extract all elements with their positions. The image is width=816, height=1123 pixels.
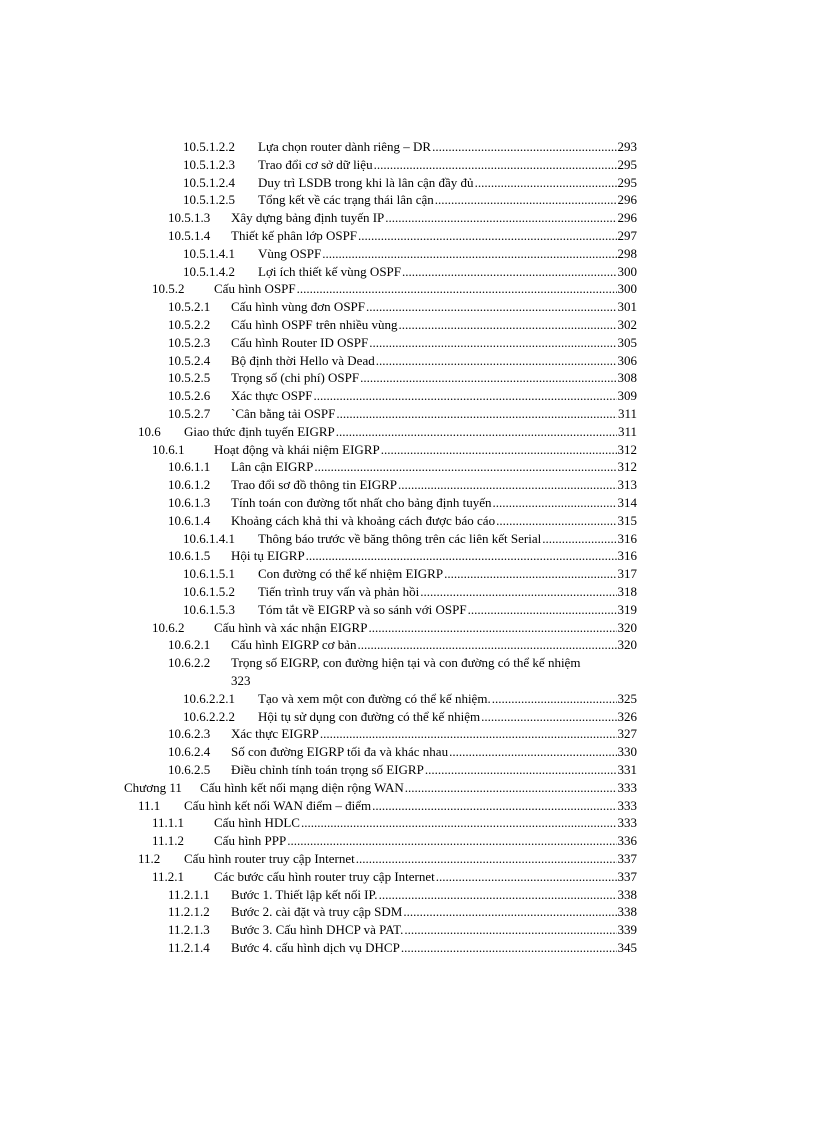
toc-leader-dots [405,779,617,797]
toc-entry-number: 10.6.2.2 [168,655,211,671]
toc-entry[interactable] [0,280,637,298]
toc-leader-dots [475,174,617,192]
toc-entry[interactable] [0,191,637,209]
toc-entry-page: 320 [617,619,637,635]
toc-entry-page: 331 [617,762,637,777]
toc-entry-page: 309 [617,388,637,404]
toc-entry-number: 10.6.1.5.2 [183,584,235,599]
toc-entry-title: Lân cận EIGRP [231,459,314,475]
toc-leader-dots [372,797,616,815]
toc-entry-page: 327 [617,726,637,742]
toc-entry-page: 313 [617,477,637,493]
toc-entry[interactable] [0,886,637,904]
toc-entry-page: 306 [617,352,637,368]
toc-entry-number: 10.5.2.2 [168,317,211,332]
toc-entry-title: Xác thực OSPF [231,388,313,404]
toc-entry-page: 319 [617,601,637,617]
toc-entry-page: 312 [617,441,637,457]
toc-entry-title: `Cân bằng tải OSPF [231,406,336,421]
toc-entry[interactable] [0,334,637,352]
toc-entry-number: 10.5.1.4.1 [183,245,235,261]
toc-entry-page: 336 [617,833,637,849]
toc-entry-title: Bộ định thời Hello và Dead [231,352,375,368]
toc-entry[interactable] [0,512,637,530]
toc-entry-number: 11.1 [138,797,161,813]
toc-entry-title: Cấu hình OSPF [214,281,296,297]
toc-entry-number: 11.2.1.4 [168,940,210,955]
toc-entry-title: Cấu hình kết nối mạng diện rộng WAN [200,779,404,795]
toc-entry-title: Tính toán con đường tốt nhất cho bảng định tuyến [231,495,492,510]
toc-entry-page: 333 [617,797,637,813]
toc-entry-title: Giao thức định tuyến EIGRP [184,423,335,439]
toc-leader-dots [402,263,616,281]
toc-entry[interactable] [0,850,637,868]
toc-entry-page: 316 [617,548,637,564]
toc-entry-title: Số con đường EIGRP tối đa và khác nhau [231,744,449,760]
toc-leader-dots [376,352,617,370]
toc-leader-dots [425,761,617,779]
toc-entry-number: Chương 11 [124,779,182,795]
toc-entry-number: 10.6.2.5 [168,762,211,777]
toc-entry-number: 11.2.1 [152,868,185,884]
toc-entry-title: Vùng OSPF [258,245,322,261]
toc-leader-dots [468,601,617,619]
toc-entry-page: 305 [617,334,637,350]
toc-entry-title: Cấu hình OSPF trên nhiều vùng [231,317,398,332]
toc-entry-page: 318 [617,584,637,599]
toc-entry-page: 311 [617,423,637,439]
toc-entry-title: Cấu hình PPP [214,833,287,849]
toc-entry[interactable] [0,298,637,316]
toc-entry-title: Con đường có thể kế nhiệm EIGRP [258,566,444,582]
toc-entry-number: 10.5.1.4.2 [183,263,235,279]
toc-leader-dots [444,565,616,583]
toc-leader-dots [301,814,617,832]
toc-entry[interactable] [0,725,637,743]
toc-entry-number: 10.5.1.3 [168,210,211,226]
toc-leader-dots [336,405,617,423]
toc-leader-dots [314,458,616,476]
toc-entry-page: 293 [617,139,637,154]
toc-entry-number: 10.5.1.4 [168,228,211,243]
toc-entry-page: 300 [617,281,637,297]
toc-leader-dots [420,583,616,601]
toc-entry-title: Cấu hình vùng đơn OSPF [231,299,366,315]
toc-entry[interactable] [0,387,637,405]
toc-entry-title: Lợi ích thiết kế vùng OSPF [258,263,402,279]
toc-entry-page: 295 [617,156,637,172]
toc-leader-dots [313,387,616,405]
toc-entry[interactable] [0,547,637,565]
toc-entry[interactable] [0,708,637,726]
toc-entry-page: 333 [617,815,637,831]
toc-entry-number: 10.6.1.5.3 [183,601,235,617]
toc-leader-dots [496,512,616,530]
toc-entry[interactable] [0,565,637,583]
toc-leader-dots [493,494,617,512]
toc-entry[interactable] [0,654,637,688]
toc-leader-dots [287,832,616,850]
toc-entry-number: 11.2.1.3 [168,922,210,938]
toc-entry-page: 339 [617,922,637,938]
toc-entry-page: 337 [617,851,637,866]
toc-entry-number: 10.5.1.2.4 [183,174,235,190]
toc-leader-dots [306,547,617,565]
toc-entry-number: 11.2 [138,851,161,866]
toc-entry-page: 320 [617,637,637,653]
toc-entry-title: Tổng kết về các trạng thái lân cận [258,192,434,208]
toc-entry[interactable] [0,369,637,387]
toc-leader-dots [320,725,617,743]
toc-entry-title: Hội tụ EIGRP [231,548,305,564]
toc-leader-dots [360,369,616,387]
toc-entry-title: Khoảng cách khả thi và khoảng cách được báo cáo [231,512,496,528]
toc-leader-dots [398,316,616,334]
toc-entry[interactable] [0,138,637,156]
toc-entry[interactable] [0,921,637,939]
toc-entry-number: 10.5.2.5 [168,370,211,386]
toc-entry[interactable] [0,814,637,832]
toc-leader-dots [432,138,616,156]
toc-entry[interactable] [0,156,637,174]
toc-entry-page: 312 [617,459,637,475]
toc-entry-title: Duy trì LSDB trong khi là lân cận đầy đủ [258,174,474,190]
toc-entry-number: 10.6.1 [152,441,185,457]
toc-entry-number: 10.6.2.3 [168,726,211,742]
toc-entry-number: 10.5.2.1 [168,299,211,315]
toc-entry[interactable] [0,743,637,761]
toc-entry-title: Cấu hình Router ID OSPF [231,334,369,350]
toc-entry[interactable] [0,352,637,370]
toc-entry-page: 323 [231,672,251,688]
toc-entry-number: 10.6.1.5.1 [183,566,235,582]
toc-entry-title: Hội tụ sử dụng con đường có thể kế nhiệm [258,708,481,724]
toc-entry-page: 338 [617,904,637,920]
toc-entry-number: 10.6.2 [152,619,185,635]
toc-entry-number: 10.6.1.4.1 [183,530,235,546]
toc-entry-page: 326 [617,708,637,724]
toc-entry-page: 301 [617,299,637,315]
toc-entry-page: 325 [617,690,637,706]
toc-entry-title: Trao đổi sơ đồ thông tin EIGRP [231,477,398,493]
toc-entry-page: 337 [617,868,637,884]
toc-entry[interactable] [0,227,637,245]
toc-entry-number: 10.5.2.7 [168,406,211,421]
toc-leader-dots [398,476,616,494]
toc-entry-page: 295 [617,174,637,190]
toc-entry-title: Tóm tắt về EIGRP và so sánh với OSPF [258,601,467,617]
toc-leader-dots [297,280,617,298]
toc-leader-dots [356,850,617,868]
toc-entry-page: 333 [617,779,637,795]
toc-entry[interactable] [0,939,637,957]
toc-entry-title: Tạo và xem một con đường có thể kế nhiệm. [258,690,491,706]
toc-entry[interactable] [0,209,637,227]
toc-leader-dots [436,868,617,886]
toc-entry[interactable] [0,494,637,512]
toc-entry-title: Bước 2. cài đặt và truy cập SDM [231,904,403,920]
toc-entry-number: 10.5.2.4 [168,352,211,368]
toc-entry[interactable] [0,601,637,619]
toc-entry-title: Các bước cấu hình router truy cập Internet [214,868,435,884]
toc-entry[interactable] [0,903,637,921]
toc-entry[interactable] [0,476,637,494]
toc-entry-title: Thông báo trước về băng thông trên các liên kết Serial [258,530,542,546]
toc-leader-dots [358,227,616,245]
toc-entry-number: 10.6.1.3 [168,495,211,510]
toc-entry[interactable] [0,832,637,850]
toc-entry-title: Cấu hình EIGRP cơ bản [231,637,357,653]
toc-leader-dots [481,708,616,726]
toc-entry-title: Bước 1. Thiết lập kết nối IP. [231,886,378,902]
toc-entry[interactable] [0,690,637,708]
toc-entry[interactable] [0,619,637,637]
toc-entry-page: 297 [617,228,637,243]
toc-leader-dots [366,298,616,316]
toc-leader-dots [435,191,617,209]
toc-entry-number: 10.5.2 [152,281,185,297]
toc-entry-title: Bước 3. Cấu hình DHCP và PAT. [231,922,404,938]
toc-entry-number: 11.2.1.2 [168,904,210,920]
toc-entry-page: 315 [617,512,637,528]
toc-entry[interactable] [0,779,637,797]
toc-leader-dots [369,334,616,352]
toc-leader-dots [379,886,617,904]
toc-entry-page: 314 [617,495,637,510]
toc-entry-title: Lựa chọn router dành riêng – DR [258,139,432,154]
toc-leader-dots [542,530,616,548]
toc-entry-title: Điều chỉnh tính toán trọng số EIGRP [231,762,424,777]
toc-entry[interactable] [0,245,637,263]
toc-entry-page: 338 [617,886,637,902]
toc-entry-title: Cấu hình router truy cập Internet [184,851,355,866]
toc-entry-number: 10.6 [138,423,161,439]
toc-entry-number: 10.6.1.1 [168,459,211,475]
toc-entry[interactable] [0,423,637,441]
toc-leader-dots [404,921,616,939]
toc-entry[interactable] [0,263,637,281]
toc-leader-dots [374,156,617,174]
toc-entry[interactable] [0,868,637,886]
toc-entry-number: 10.5.1.2.2 [183,139,235,154]
toc-leader-dots [322,245,616,263]
toc-entry-page: 296 [617,210,637,226]
toc-entry[interactable] [0,458,637,476]
toc-entry-title: Trọng số (chi phí) OSPF [231,370,360,386]
toc-entry-page: 296 [617,192,637,208]
toc-leader-dots [381,441,617,459]
toc-entry-page: 300 [617,263,637,279]
toc-entry-page: 298 [617,245,637,261]
toc-entry-number: 11.1.1 [152,815,185,831]
toc-leader-dots [449,743,616,761]
toc-leader-dots [336,423,617,441]
toc-entry-page: 317 [617,566,637,582]
toc-entry[interactable] [0,530,637,548]
toc-entry[interactable] [0,174,637,192]
toc-entry-title: Bước 4. cấu hình dịch vụ DHCP [231,940,400,955]
toc-entry-page: 345 [617,940,637,955]
toc-entry-title: Xác thực EIGRP [231,726,319,742]
toc-entry[interactable] [0,316,637,334]
toc-entry-title: Thiết kế phân lớp OSPF [231,228,358,243]
toc-entry-title: Hoạt động và khái niệm EIGRP [214,441,380,457]
toc-entry-number: 10.5.2.3 [168,334,211,350]
toc-entry-number: 11.1.2 [152,833,185,849]
toc-entry-title: Trọng số EIGRP, con đường hiện tại và con đường có thể kế nhiệm [231,655,581,671]
toc-leader-dots [401,939,617,957]
toc-entry-number: 10.5.2.6 [168,388,211,404]
toc-entry-number: 10.6.1.4 [168,512,211,528]
toc-entry-title: Tiến trình truy vấn và phản hồi [258,584,420,599]
toc-entry-number: 11.2.1.1 [168,886,210,902]
toc-entry[interactable] [0,636,637,654]
toc-entry-title: Trao đổi cơ sở dữ liệu [258,156,373,172]
toc-entry-page: 316 [617,530,637,546]
toc-entry-number: 10.6.1.5 [168,548,211,564]
toc-entry-title: Cấu hình kết nối WAN điểm – điểm [184,797,372,813]
toc-entry-number: 10.6.2.2.2 [183,708,235,724]
toc-entry[interactable] [0,797,637,815]
toc-entry-page: 330 [617,744,637,760]
toc-entry-title: Cấu hình HDLC [214,815,300,831]
toc-leader-dots [358,636,617,654]
toc-entry-number: 10.6.1.2 [168,477,211,493]
toc-entry[interactable] [0,583,637,601]
toc-entry-number: 10.5.1.2.3 [183,156,235,172]
toc-entry-number: 10.5.1.2.5 [183,192,235,208]
toc-leader-dots [368,619,616,637]
toc-entry-page: 311 [617,406,637,421]
toc-entry-page: 302 [617,317,637,332]
toc-entry-page: 308 [617,370,637,386]
toc-entry[interactable] [0,441,637,459]
toc-leader-dots [403,903,616,921]
toc-entry-number: 10.6.2.2.1 [183,690,235,706]
toc-leader-dots [492,690,617,708]
toc-entry-number: 10.6.2.4 [168,744,211,760]
toc-entry-title: Xây dựng bảng định tuyến IP [231,210,385,226]
toc-entry[interactable] [0,405,637,423]
toc-leader-dots [385,209,616,227]
toc-entry[interactable] [0,761,637,779]
toc-entry-title: Cấu hình và xác nhận EIGRP [214,619,368,635]
toc-entry-number: 10.6.2.1 [168,637,211,653]
